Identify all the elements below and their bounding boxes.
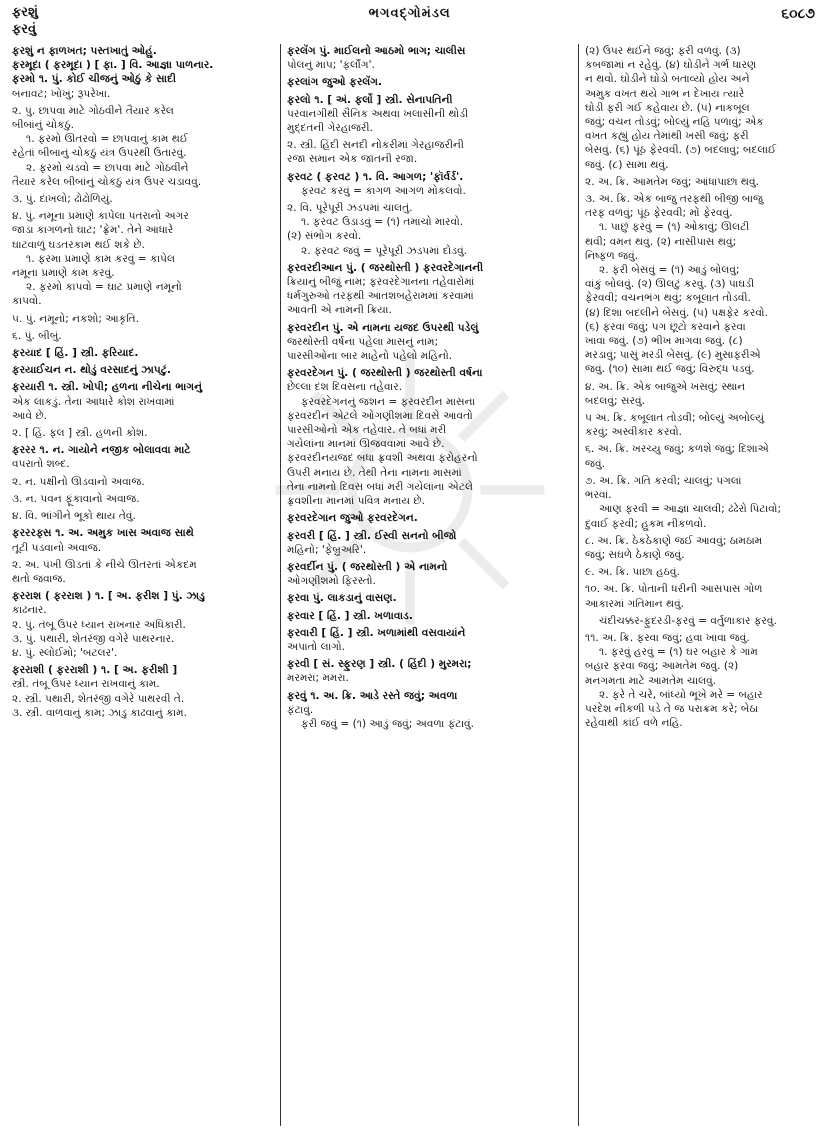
- entry-text-line: વખત કહ્યું હોય તેમાંથી ખસી જવું; ફરી: [585, 130, 749, 143]
- entry-text-line: ૫ અ. ક્રિ. કબૂલાત તોડવી; બોલ્યું અબોલ્યું: [585, 412, 765, 425]
- entry-text-line: ૧. ફરમો ઊતરવો = છાપવાનું કામ થઈ: [26, 133, 189, 146]
- entry-text-line: ઘોડી ફરી ગઈ કહેવાય છે. (૫) નાકબૂલ: [585, 101, 750, 114]
- entry-text-line: પરદેશ નીકળી પડે તે જ પરાક્રમ કરે; બેઠા: [585, 702, 759, 715]
- entry-headword-line: ફરમો ૧. પું. કોઈ ચીજનું ઓઠું કે સાદી: [12, 73, 177, 86]
- entry-text-line: જાડા કાગળનો ઘાટ; 'ફ્રેમ'. તેને આધારે: [12, 224, 174, 237]
- entry-headword-line: ફરલો ૧. [ અં. ફર્લો ] સ્ત્રી. સેનાપતિની: [287, 93, 453, 106]
- entry-text-line: ન થવો. ઘોડીને ઘોડો બતાવ્યો હોય અને: [585, 73, 750, 86]
- entry-text-line: ફ્રવશીના માનમાં પવિત્ર મનાય છે.: [287, 495, 425, 508]
- entry-headword-line: ફરરર ૧. ન. ગાયોને નજીક બોલાવવા માટે: [12, 444, 191, 457]
- entry-headword-line: ફરવરદેગાન જુઓ ફરવરદેગન.: [287, 512, 418, 525]
- entry-text-line: ૨. અ. પંખી ઊડતાં કે નીચે ઊતરતાં એકદમ: [12, 558, 197, 571]
- entry-text-line: ખાવા જવું. (૭) ભીખ માગવા જવું. (૮): [585, 335, 743, 348]
- entry-text-line: ૧૦. અ. ક્રિ. પોતાની ધરીની આસપાસ ગોળ: [585, 583, 763, 596]
- entry-text-line: પરવાનગીથી સૈનિક અથવા ખલાસીની થોડી: [287, 107, 469, 120]
- entry-text-line: (૨) ઉપર થઈને જવું; ફરી વળવું. (૩): [585, 45, 741, 57]
- entry-text-line: થતો જવાજ.: [12, 572, 66, 585]
- entry-text-line: ફરવરદીન એટલે ઓગણીશમા દિવસે આવતો: [287, 409, 473, 422]
- entry-text-line: ફરવરદીનયજદ બધા ફ્રવશી અથવા ફરોહરનો: [287, 452, 478, 465]
- entry-text-line: અમુક વખત થયે ગાભ ન દેખાય ત્યારે: [585, 87, 745, 100]
- book-title: ભગવદ્ગોમંડલ: [368, 6, 451, 21]
- column-middle: [280, 44, 570, 1126]
- entry-text-line: ૯. અ. ક્રિ. પાછા હઠવું.: [585, 566, 680, 579]
- entry-text-line: કરવું; અસ્વીકાર કરવો.: [585, 426, 683, 439]
- entry-text-line: ૬. અ. ક્રિ. ખરચ્યુ જવું; કળશે જવું; દિશાએ: [585, 443, 769, 456]
- entry-text-line: ૨. ફરમો ચડવો = છાપવા માટે ગોઠવીને: [26, 161, 189, 174]
- entry-text-line: આણ ફરવી = આજ્ઞા ચાલવી; ઢંઢેરો પિટાવો;: [599, 503, 782, 516]
- entry-text-line: થવી; વમન થવું. (૨) નાસીપાસ થવું;: [585, 235, 737, 248]
- entry-text-line: ફરવટ કરવું = કાગળ આગળ મોકલવો.: [301, 184, 466, 197]
- page-header: [12, 4, 815, 44]
- entry-text-line: રહેતાં બીબાનું ચોકઠું યંત્ર ઉપરથી ઉતારવું.: [12, 147, 187, 160]
- entry-text-line: જવું. (૧૦) સામા થઈ જવું; વિરુદ્ધ પડવું.: [585, 363, 755, 376]
- entry-text-line: નમૂના પ્રમાણે કામ કરવું.: [12, 267, 115, 280]
- entry-headword-line: ફરરાશી ( ફરરાશી ) ૧. [ અ. ફરીશી ]: [12, 664, 178, 677]
- entry-text-line: અપાતો લાગો.: [287, 640, 346, 653]
- entry-text-line: ધર્મગુરુઓ તરફથી આતશબહેરામમાં કરવામાં: [287, 290, 474, 303]
- entry-text-line: તરફ વળવું; પૂંઠ ફેરવવી; મોં ફેરવવું.: [585, 207, 733, 220]
- entry-text-line: ફંટાવું.: [287, 703, 314, 716]
- entry-text-line: પારસીઓના બાર માહેનો પહેલો મહિનો.: [287, 350, 453, 363]
- entry-text-line: ૮. અ. ક્રિ. ઠેકઠેકાણે જઈ આવવું; ઠામઠામ: [585, 534, 763, 547]
- entry-text-line: મરમરા; મમરા.: [287, 672, 349, 685]
- entry-headword-line: ફરવરી [ હિં. ] સ્ત્રી. ઈસ્વી સનનો બીજો: [287, 529, 457, 542]
- entry-text-line: કબજામાં ન રહેવું. (૪) ઘોડીને ગર્ભ ધારણ: [585, 59, 757, 72]
- entry-headword-line: ફરવરદીઆન પું. ( જરથોસ્તી ) ફરવરદેગાનની: [287, 261, 484, 274]
- entry-text-line: ૨. ફરવટ જવું = પૂરેપૂરી ઝડપમાં દોડવું.: [301, 244, 468, 257]
- entry-text-line: ૨. ફરમો કાપવો = ઘાટ પ્રમાણે નમૂનો: [26, 281, 182, 294]
- entry-text-line: તેના નામનો દિવસ બધાં મરી ગયેલાંના એટલે: [287, 480, 474, 493]
- entry-text-line: ૧૧. અ. ક્રિ. ફરવા જવું; હવા ખાવા જવું.: [585, 631, 750, 644]
- entry-headword-line: ફરમૂદા ( ફરમૂદા ) [ ફા. ] વિ. આજ્ઞા પાળનાર.: [12, 59, 214, 72]
- entry-text-line: જવું; સઘળે ઠેકાણે જવું.: [585, 548, 685, 561]
- entry-text-line: બદલવું; સરવું.: [585, 394, 645, 407]
- guide-word-first: ફરશું: [12, 5, 39, 20]
- entry-headword-line: ફરરરફ્સ ૧. અ. અમુક ખાસ અવાજ સાથે: [12, 527, 194, 540]
- entry-text-line: તૈયાર કરેલ બીબાંનું ચોકઠું યંત્ર ઉપર ચડાવવું.: [12, 175, 202, 188]
- entry-text-line: ઉપરી મનાય છે. તેથી તેના નામના માસમાં: [287, 466, 462, 479]
- entry-text-line: (૪) દિશા બદલીને બેસવું. (૫) પક્ષફેર કરવો.: [585, 306, 768, 319]
- entry-text-line: જવું; વચન તોડવું; બોલ્યું નહિ પળાવું; એક: [585, 116, 764, 129]
- entry-headword-line: ફરવું ૧. અ. ક્રિ. આડે રસ્તે જવું; અવળા: [287, 689, 458, 702]
- entry-text-line: ઘાટવાળું ઘડતરકામ થઈ શકે છે.: [12, 238, 145, 251]
- entry-text-line: ૨. સ્ત્રી. હિંદી સનદી નોકરીમાં ગેરહાજરીની: [287, 139, 464, 152]
- entry-text-line: મહિનો; 'ફેબ્રુઅરિ'.: [287, 543, 367, 556]
- entry-text-line: ૪. અ. ક્રિ. એક બાજુએ ખસવું; સ્થાન: [585, 380, 746, 393]
- entry-text-line: ૩. ન. પવન ફૂંકાવાનો અવાજ.: [12, 492, 140, 505]
- entry-text-line: બહાર ફરવા જવું; આમતેમ જવું. (૨): [585, 660, 739, 673]
- entry-text-line: છેલ્લા દશ દિવસના તહેવાર.: [287, 381, 403, 394]
- entry-text-line: મરડાવું; પાસું મરડી બેસવું. (૯) મુસાફરીએ: [585, 349, 761, 362]
- entry-text-line: ફેરવવી; વચનભંગ થવું; કબૂલાત તોડવી.: [585, 292, 751, 305]
- entry-text-line: ૩. અ. ક્રિ. એક બાજુ તરફથી બીજી બાજુ: [585, 193, 764, 206]
- entry-headword-line: ફરવટ ( ફરવટ ) ૧. વિ. આગળ; 'ફૉર્વર્ડ'.: [287, 170, 464, 183]
- entry-text-line: ૨. ફરે તે ચરે, બાંધ્યો ભૂખે મરે = બહાર: [599, 688, 763, 701]
- entry-text-line: સ્ત્રી. તંબૂ ઉપર ધ્યાન રાખવાનું કામ.: [12, 678, 160, 691]
- entry-text-line: રજા સમાન એક જાતની રજા.: [287, 153, 418, 166]
- entry-headword-line: ફરયારી ૧. સ્ત્રી. ખોપી; હળના નીચેના ભાગનું: [12, 381, 203, 394]
- entry-headword-line: ફરલૅંગ પું. માઈલનો આઠમો ભાગ; ચાલીસ: [287, 45, 466, 57]
- entry-text-line: આવતી એ નામની ક્રિયા.: [287, 304, 392, 317]
- page-number: ૬૦૮૭: [781, 6, 815, 22]
- entry-text-line: ૨. અ. ક્રિ. આમતેમ જવું; આંધાપાછા થવું.: [585, 175, 759, 188]
- guide-words: [12, 4, 38, 38]
- entry-text-line: એક લાકડું. તેના આધારે કોશ રાખવામાં: [12, 395, 175, 408]
- entry-text-line: પોલનું માપ; 'ફર્લૉંગ'.: [287, 59, 375, 72]
- entry-text-line: ૩. પું. દાખલો; ઢોઢોળિયું.: [12, 193, 113, 206]
- entry-text-line: ૭. અ. ક્રિ. ગતિ કરવી; ચાલવું; પગલાં: [585, 474, 742, 487]
- entry-text-line: ફરવરદેગનનું જશન = ફરવરદીન માસના: [301, 395, 476, 408]
- entry-text-line: ૨. સ્ત્રી. પથારી, શેતરંજી વગેરે પાથરવી તે.: [12, 692, 185, 705]
- entry-text-line: જવું.: [585, 457, 605, 470]
- entry-text-line: ઓગણીશમો ફિરસ્તો.: [287, 575, 376, 588]
- entry-text-line: ક્રિયાનું બીજું નામ; ફરવરદેગાનના તહેવારોમાં: [287, 276, 475, 289]
- entry-text-line: બીબાંનું ચોકઠું.: [12, 119, 75, 132]
- entry-text-line: મુદ્દતની ગેરહાજરી.: [287, 122, 373, 135]
- entry-text-line: પારસીઓનો એક તહેવાર. તે બધાં મરી: [287, 424, 447, 437]
- entry-text-line: ૩. પું. પથારી, શેતરંજી વગેરે પાથરનાર.: [12, 632, 175, 645]
- entry-text-line: કાપવો.: [12, 295, 42, 308]
- entry-text-line: ચંદીચક્કર-ફુદરડી-ફરવું = વર્તુળાકાર ફરવું.: [599, 614, 777, 627]
- guide-word-last: ફરવું: [12, 22, 37, 37]
- entry-text-line: ૫. પું. નમૂનો; નકશો; આકૃતિ.: [12, 312, 140, 325]
- entry-headword-line: ફરલાંગ જુઓ ફરલૅંગ.: [287, 76, 383, 89]
- entry-text-line: કાઢનાર.: [12, 604, 47, 617]
- entry-text-line: ૧. પાછું ફરવું = (૧) ઓકાવું; ઊલટી: [599, 221, 750, 234]
- entry-text-line: દુવાઈ ફરવી; હુકમ નીકળવો.: [585, 517, 707, 530]
- entry-text-line: આવે છે.: [12, 409, 47, 422]
- entry-text-line: તૂટી પડવાનો અવાજ.: [12, 541, 102, 554]
- entry-text-line: ભરવાં.: [585, 489, 612, 502]
- entry-text-line: આકારમાં ગતિમાન થવું.: [585, 597, 685, 610]
- entry-headword-line: ફરયાદ [ હિં. ] સ્ત્રી. ફરિયાદ.: [12, 347, 139, 360]
- entry-text-line: જવું. (૮) સામા થવું.: [585, 158, 669, 171]
- entry-text-line: વાંકું બોલવું. (૨) ઊલટું કરવું. (૩) પાઘડી: [585, 278, 755, 291]
- entry-headword-line: ફરવી [ સં. સ્ફુરણ ] સ્ત્રી. ( હિંદી ) મુરમરા;: [287, 658, 472, 671]
- entry-text-line: ૪. વિ. ભાંગીને ભૂકો થાય તેવું.: [12, 510, 136, 523]
- entry-text-line: ફરી જવું = (૧) આડું જવું; અવળા ફંટાવું.: [301, 717, 475, 730]
- entry-text-line: બનાવટ; ખોખું; રૂપરેખા.: [12, 87, 111, 100]
- entry-text-line: (૬) ફરવા જવું; પગ છૂટો કરવાને ફરવા: [585, 320, 746, 333]
- entry-headword-line: ફરવરદેગન પું. ( જરથોસ્તી ) જરથોસ્તી વર્ષના: [287, 367, 483, 380]
- entry-headword-line: ફરવા પું. લાકડાનું વાસણ.: [287, 592, 397, 605]
- entry-headword-line: ફરવર્દીન પું. ( જરથોસ્તી ) એ નામનો: [287, 560, 448, 573]
- entry-columns: [12, 44, 815, 1126]
- entry-headword-line: ફરશું ન ફાળખત; પસ્તખાતું ઓહું.: [12, 45, 157, 57]
- entry-text-line: ૨. વિ. પૂરેપૂરી ઝડપમાં ચાલતું.: [287, 202, 413, 215]
- entry-text-line: ૨. પું. તંબૂ ઉપર ધ્યાન રાખનાર અધિકારી.: [12, 618, 186, 631]
- entry-text-line: ૧. ફરવું હરવું = (૧) ઘર બહાર કે ગામ: [599, 646, 758, 659]
- entry-text-line: ૪. પું. સ્લોઈમો; 'બટલર'.: [12, 646, 118, 659]
- entry-text-line: ગયેલાંના માનમાં ઊજવવામાં આવે છે.: [287, 438, 445, 451]
- entry-headword-line: ફરરાશ ( ફરરાશ ) ૧. [ અ. ફરીશ ] પું. ઝાડુ: [12, 590, 205, 603]
- entry-text-line: ૨. [ હિં. ફલ ] સ્ત્રી. હળની કોશ.: [12, 427, 148, 440]
- entry-text-line: જરથોસ્તી વર્ષના પહેલા માસનું નામ;: [287, 335, 439, 348]
- entry-headword-line: ફરવારી [ હિં. ] સ્ત્રી. ખળામાંથી વસવાયાંને: [287, 626, 466, 639]
- entry-text-line: ૧. ફરમા પ્રમાણે કામ કરવું = કાપેલ: [26, 252, 176, 265]
- entry-headword-line: ફરવરદીન પું. એ નામના યજદ ઉપરથી પડેલું: [287, 321, 479, 334]
- entry-text-line: ૨. ફરી બેસવું = (૧) આડું બોલવું;: [599, 264, 740, 277]
- entry-text-line: (૨) સંભોગ કરવો.: [287, 230, 362, 243]
- column-right: [578, 44, 815, 1126]
- entry-headword-line: ફરયાર્ઈચન ન. થોડું વરસાદનું ઝાપટું.: [12, 364, 171, 377]
- entry-text-line: ૧. ફરવટ ઉડાડવું = (૧) તમાચો મારવો.: [301, 216, 464, 229]
- entry-text-line: ૩. સ્ત્રી. વાળવાનું કામ; ઝાડુ કાઢવાનું કામ.: [12, 706, 187, 719]
- entry-headword-line: ફરવાર [ હિં. ] સ્ત્રી. ખળાવાડ.: [287, 609, 413, 622]
- entry-text-line: રહેવાથી કાંઈ વળે નહિ.: [585, 717, 683, 730]
- entry-text-line: ૨. પું. છાપવા માટે ગોઠવીને તૈયાર કરેલ: [12, 104, 174, 117]
- entry-text-line: વપરાતો શબ્દ.: [12, 458, 70, 471]
- entry-text-line: મનગમતા માટે આમતેમ ચાલવું.: [585, 674, 717, 687]
- entry-text-line: બેસવું. (૬) પૂંઠ ફેરવવી. (૭) બદલાવું; બદલાઈ: [585, 144, 777, 157]
- entry-text-line: ૨. ન. પક્ષીનો ઊડવાનો અવાજ.: [12, 475, 145, 488]
- entry-text-line: નિષ્ફળ જવું.: [585, 249, 639, 262]
- entry-text-line: ૬. પું. બીબું.: [12, 329, 62, 342]
- entry-text-line: ૪. પું. નમૂના પ્રમાણે કાપેલા પતરાનો અગર: [12, 210, 189, 223]
- column-left: [12, 44, 272, 1126]
